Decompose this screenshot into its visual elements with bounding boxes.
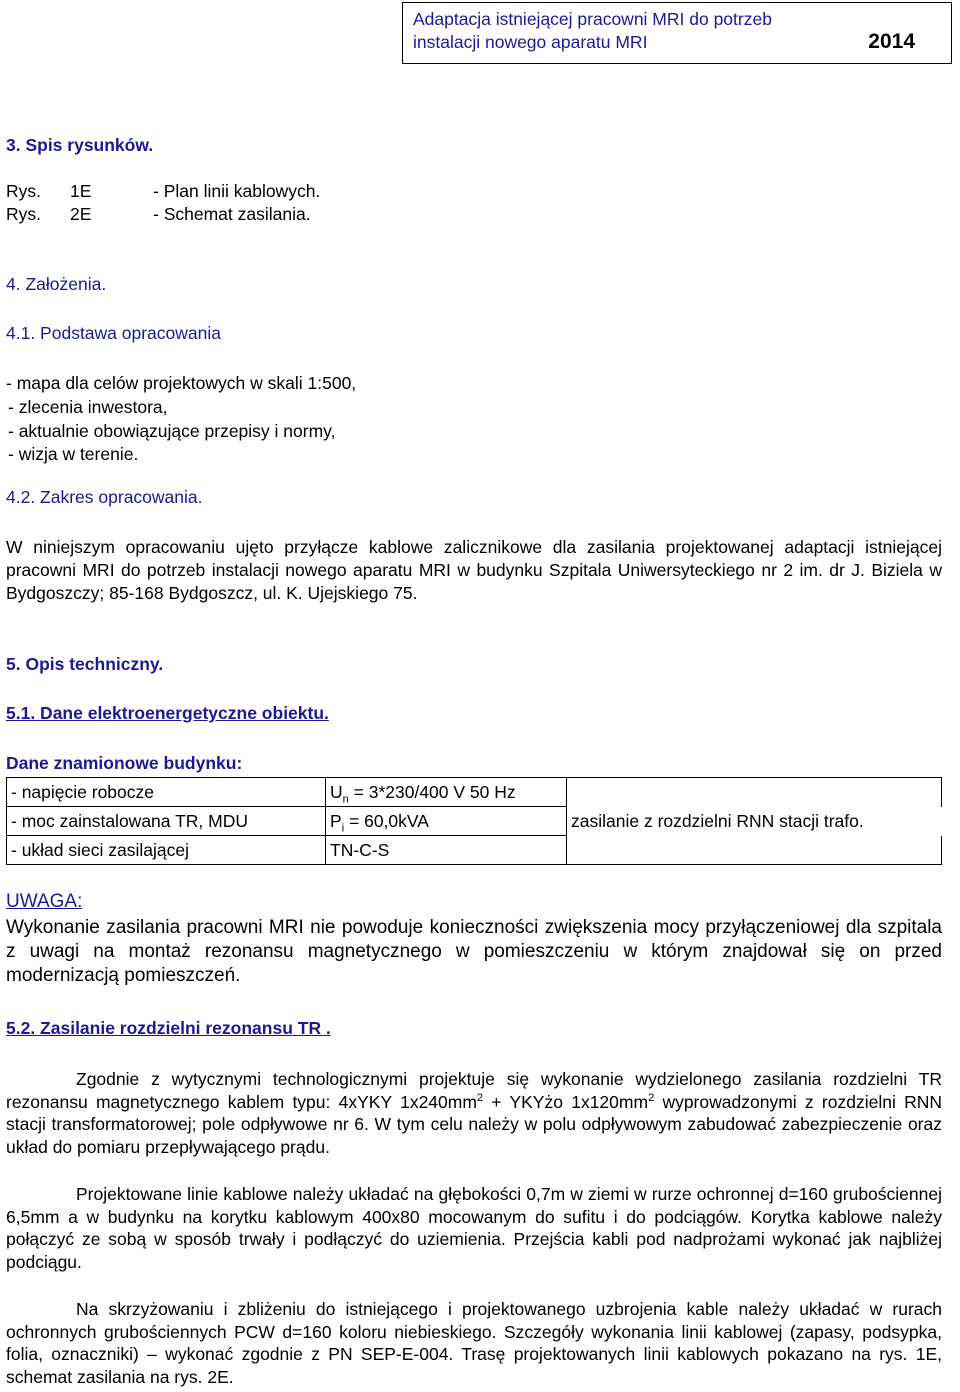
section4-2-heading: 4.2. Zakres opracowania.	[6, 487, 203, 507]
table-cell-value	[326, 836, 567, 865]
table-row	[7, 836, 942, 865]
basis-item: - aktualnie obowiązujące przepisy i normy,	[8, 421, 336, 441]
table-cell-value	[326, 807, 567, 836]
value-text: = 3*230/400 V 50 Hz	[348, 781, 516, 802]
drawing-row-1	[6, 180, 41, 203]
header-year: 2014	[868, 30, 915, 53]
scope-paragraph: W niniejszym opracowaniu ujęto przyłącze kablowe zalicznikowe dla zasilania projektowanej adaptacji istniejącej pracowni MRI do potrzeb instalacji nowego aparatu MRI w budynku Szpitala Uniwersyteckiego nr 2 im. dr J. Biziela w Bydgoszczy; 85-168 Bydgoszcz, ul. K. Ujejskiego 75.	[6, 537, 942, 603]
value-subscript: i	[341, 822, 345, 834]
paragraph-1-text: + YKYżo 1x120mm	[483, 1091, 649, 1112]
table-cell-note	[567, 778, 942, 807]
table-cell-label: - układ sieci zasilającej	[7, 836, 326, 865]
paragraph-1-text: Zgodnie z wytycznymi technologicznymi projektuje się wykonanie wydzielonego zasilania rozdzielni TR rezonansu magnetycznego kablem typu: 4xYKY 1x240mm	[6, 1069, 942, 1112]
superscript: 2	[648, 1091, 655, 1104]
value-symbol: P	[330, 810, 342, 831]
nameplate-heading: Dane znamionowe budynku:	[6, 753, 243, 773]
table-cell-value	[326, 778, 567, 807]
header-title	[413, 8, 833, 54]
warning-label: UWAGA:	[6, 891, 83, 912]
table-cell-label: - moc zainstalowana TR, MDU	[7, 807, 326, 836]
paragraph-1	[6, 1068, 942, 1158]
value-symbol: U	[330, 781, 343, 802]
drawing-desc: - Plan linii kablowych.	[153, 181, 321, 201]
table-cell-note	[567, 836, 942, 865]
drawing-prefix: Rys.	[6, 181, 41, 201]
value-text: = 60,0kVA	[344, 810, 429, 831]
drawing-prefix: Rys.	[6, 204, 41, 224]
drawing-desc: - Schemat zasilania.	[153, 204, 311, 224]
warning-paragraph: Wykonanie zasilania pracowni MRI nie powoduje konieczności zwiększenia mocy przyłączeniowej dla szpitala z uwagi na montaż rezonansu magnetycznego w pomieszczeniu w którym znajdował się on przed modernizacją pomieszczeń.	[6, 917, 942, 986]
paragraph-3: Na skrzyżowaniu i zbliżeniu do istniejącego i projektowanego uzbrojenia kable należy układać w rurach ochronnych grubościennych PCW d=160 koloru niebieskiego. Szczegóły wykonania linii kablowej (zapasy, podsypka, folia, oznaczniki) – wykonać zgodnie z PN SEP-E-004. Trasę projektowanych linii kablowych pokazano na rys. 1E, schemat zasilania na rys. 2E.	[6, 1299, 942, 1387]
document-header	[402, 2, 952, 64]
basis-item: - wizja w terenie.	[8, 444, 139, 464]
value-symbol: TN-C-S	[330, 839, 390, 860]
section3-heading: 3. Spis rysunków.	[6, 135, 154, 155]
header-title-line2: instalacji nowego aparatu MRI	[413, 32, 648, 52]
table-row	[7, 778, 942, 807]
basis-item: - zlecenia inwestora,	[8, 397, 168, 417]
nameplate-table	[6, 777, 942, 865]
paragraph-2: Projektowane linie kablowe należy układać na głębokości 0,7m w ziemi w rurze ochronnej d=160 grubościennej 6,5mm a w budynku na korytku kablowym 400x80 mocowanym do sufitu i do podciągów. Korytka kablowe należy połączyć ze sobą w sposób trwały i podłączyć do uziemienia. Przejścia kabli pod nadprożami wykonać jak najbliżej podciągu.	[6, 1184, 942, 1272]
table-cell-label: - napięcie robocze	[7, 778, 326, 807]
drawing-num: 2E	[70, 204, 92, 224]
section4-1-heading: 4.1. Podstawa opracowania	[6, 323, 221, 343]
supply-note: zasilanie z rozdzielni RNN stacji trafo.	[567, 807, 942, 836]
paragraph-1-text: wyprowadzonymi z rozdzielni RNN stacji transformatorowej; pole odpływowe nr 6. W tym celu należy w polu odpływowym zabudować zabezpieczenie oraz układ do pomiaru przepływającego prądu.	[6, 1091, 943, 1157]
header-title-line1: Adaptacja istniejącej pracowni MRI do potrzeb	[413, 9, 772, 29]
section5-1-heading: 5.1. Dane elektroenergetyczne obiektu.	[6, 703, 329, 723]
value-subscript: n	[342, 793, 349, 805]
table-row	[7, 807, 942, 836]
basis-item: - mapa dla celów projektowych w skali 1:500,	[6, 373, 357, 393]
drawing-row-2	[6, 203, 41, 226]
section4-heading: 4. Założenia.	[6, 274, 107, 294]
superscript: 2	[476, 1091, 484, 1104]
section5-heading: 5. Opis techniczny.	[6, 654, 164, 674]
drawing-num: 1E	[70, 181, 92, 201]
section5-2-heading: 5.2. Zasilanie rozdzielni rezonansu TR .	[6, 1018, 331, 1038]
